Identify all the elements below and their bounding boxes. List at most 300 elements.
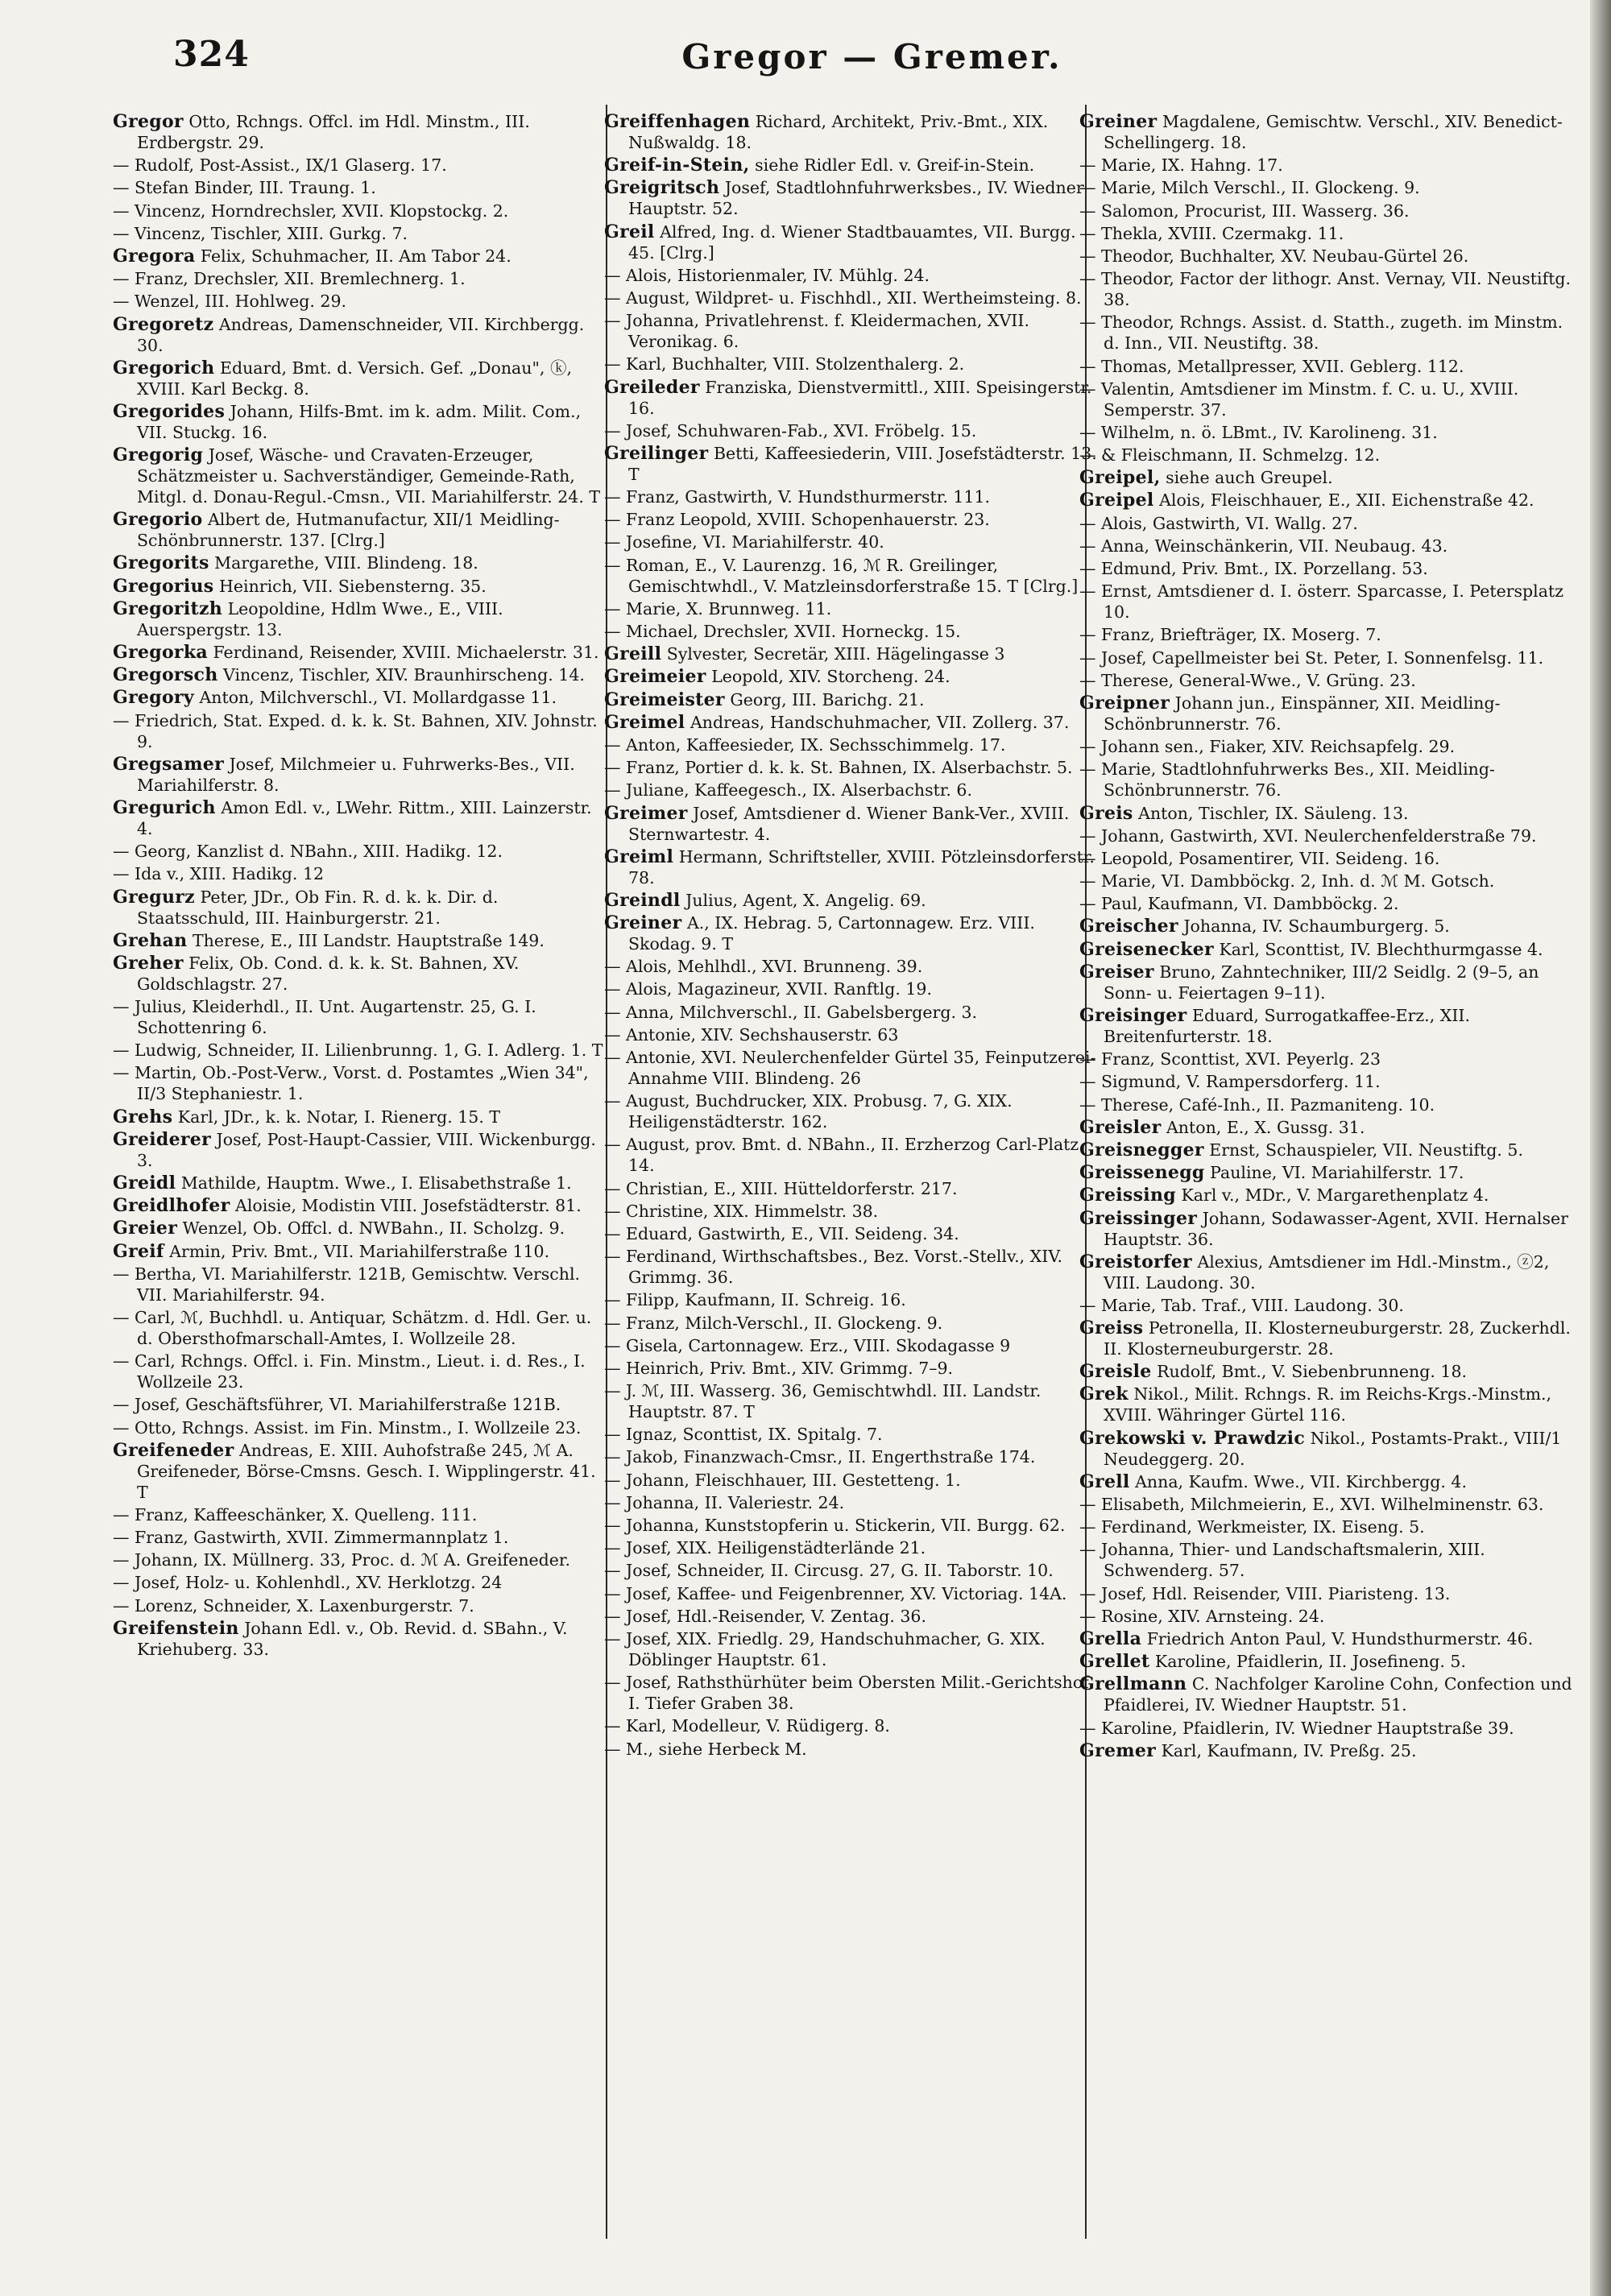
- directory-entry: [1079, 1049, 1575, 1069]
- directory-entry: [1079, 670, 1575, 691]
- entry-text: — Karl, Modelleur, V. Rüdigerg. 8.: [604, 1716, 890, 1736]
- directory-entry: [113, 358, 609, 399]
- entry-text: siehe Ridler Edl. v. Greif-in-Stein.: [755, 155, 1035, 176]
- directory-entry: [113, 1351, 609, 1392]
- directory-entry: [604, 1002, 1097, 1023]
- directory-entry: [1079, 379, 1575, 420]
- entry-text: — Franz, Briefträger, IX. Moserg. 7.: [1079, 625, 1381, 645]
- entry-text: Magdalene, Gemischtw. Verschl., XIV. Benedict-Schellingerg. 18.: [1104, 112, 1563, 152]
- entry-text: — Marie, VI. Dambböckg. 2, Inh. d. ℳ M. Gotsch.: [1079, 871, 1495, 892]
- entry-text: C. Nachfolger Karoline Cohn, Confection und Pfaidlerei, IV. Wiedner Hauptstr. 51.: [1104, 1674, 1572, 1715]
- entry-text: — Rosine, XIV. Arnsteing. 24.: [1079, 1606, 1325, 1626]
- directory-entry: [604, 1424, 1097, 1445]
- entry-text: Pauline, VI. Mariahilferstr. 17.: [1210, 1163, 1464, 1183]
- directory-entry: [604, 1470, 1097, 1491]
- entry-surname: Gregurz: [113, 886, 195, 908]
- directory-entry: [1079, 647, 1575, 668]
- directory-entry: [1079, 736, 1575, 757]
- entry-text: — Stefan Binder, III. Traung. 1.: [113, 178, 376, 198]
- directory-entry: [113, 1195, 609, 1216]
- entry-surname: Gregsamer: [113, 753, 224, 775]
- entry-surname: Gregorsch: [113, 664, 218, 686]
- entry-text: — Ernst, Amtsdiener d. I. österr. Sparcasse, I. Petersplatz 10.: [1079, 581, 1563, 623]
- directory-entry: [604, 1358, 1097, 1379]
- entry-text: — Thekla, XVIII. Czermakg. 11.: [1079, 223, 1344, 243]
- directory-entry: [113, 1173, 609, 1194]
- entry-text: — August, prov. Bmt. d. NBahn., II. Erzherzog Carl-Platz 14.: [604, 1135, 1079, 1176]
- directory-entry: [604, 1024, 1097, 1045]
- directory-entry: [604, 265, 1097, 286]
- entry-surname: Greiner: [604, 912, 682, 934]
- directory-entry: [1079, 268, 1575, 310]
- entry-text: — Johann, IX. Müllnerg. 33, Proc. d. ℳ A. Greifeneder.: [113, 1550, 570, 1570]
- entry-text: Alois, Fleischhauer, E., XII. Eichenstraße 42.: [1159, 490, 1534, 511]
- directory-entry: [604, 1560, 1097, 1581]
- directory-entry: [1079, 916, 1575, 937]
- directory-entry: [1079, 155, 1575, 176]
- entry-text: Karl v., MDr., V. Margarethenplatz 4.: [1181, 1185, 1489, 1206]
- entry-text: Anton, E., X. Gussg. 31.: [1166, 1117, 1365, 1137]
- directory-entry: [113, 1618, 609, 1660]
- entry-surname: Greisenecker: [1079, 938, 1214, 960]
- directory-entry: [604, 288, 1097, 308]
- entry-text: — Johanna, Privatlehrenst. f. Kleidermachen, XVII. Veronikag. 6.: [604, 311, 1029, 352]
- entry-text: — Franz Leopold, XVIII. Schopenhauerstr. 23.: [604, 510, 990, 530]
- directory-entry: [1079, 1094, 1575, 1115]
- directory-entry: [604, 1515, 1097, 1536]
- entry-text: A., IX. Hebrag. 5, Cartonnagew. Erz. VIII. Skodag. 9. T: [628, 913, 1035, 954]
- directory-entry: [1079, 1718, 1575, 1739]
- directory-entry: [113, 1241, 609, 1262]
- entry-text: — Marie, Stadtlohnfuhrwerks Bes., XII. Meidling-Schönbrunnerstr. 76.: [1079, 759, 1495, 800]
- entry-text: — Roman, E., V. Laurenzg. 16, ℳ R. Greilinger, Gemischtwhdl., V. Matzleinsdorferstraße 15. T [Clrg.]: [604, 555, 1079, 596]
- entry-text: Johanna, IV. Schaumburgerg. 5.: [1183, 916, 1450, 937]
- directory-entry: [113, 1307, 609, 1349]
- directory-entry: [113, 246, 609, 267]
- directory-entry: [604, 532, 1097, 552]
- entry-surname: Greifeneder: [113, 1439, 234, 1461]
- directory-entry: [1079, 246, 1575, 267]
- entry-text: Josef, Post-Haupt-Cassier, VIII. Wickenburgg. 3.: [137, 1129, 596, 1170]
- entry-text: — Theodor, Buchhalter, XV. Neubau-Gürtel 26.: [1079, 246, 1469, 266]
- directory-entry: [1079, 445, 1575, 465]
- entry-text: — Ferdinand, Werkmeister, IX. Eiseng. 5.: [1079, 1517, 1425, 1537]
- entry-text: — Bertha, VI. Mariahilferstr. 121B, Gemischtw. Verschl. VII. Mariahilferstr. 94.: [113, 1264, 581, 1305]
- directory-entry: [113, 552, 609, 573]
- entry-text: — Eduard, Gastwirth, E., VII. Seideng. 34.: [604, 1223, 959, 1243]
- entry-surname: Greil: [604, 221, 655, 242]
- directory-entry: [1079, 1651, 1575, 1672]
- directory-entry: [604, 1246, 1097, 1288]
- entry-surname: Greidl: [113, 1173, 176, 1194]
- entry-text: Andreas, Damenschneider, VII. Kirchbergg. 30.: [137, 314, 585, 355]
- directory-entry: [1079, 1361, 1575, 1382]
- entry-surname: Grell: [1079, 1471, 1130, 1492]
- entry-text: Margarethe, VIII. Blindeng. 18.: [214, 553, 478, 573]
- entry-text: Johann jun., Einspänner, XII. Meidling-Schönbrunnerstr. 76.: [1104, 693, 1501, 734]
- entry-text: — Josef, Schneider, II. Circusg. 27, G. II. Taborstr. 10.: [604, 1561, 1054, 1581]
- entry-text: — Michael, Drechsler, XVII. Horneckg. 15.: [604, 622, 961, 641]
- entry-text: — Johanna, Kunststopferin u. Stickerin, VII. Burgg. 62.: [604, 1516, 1066, 1535]
- entry-text: — Josef, XIX. Friedlg. 29, Handschuhmacher, G. XIX. Döblinger Hauptstr. 61.: [604, 1628, 1046, 1669]
- entry-text: Nikol., Postamts-Prakt., VIII/1 Neudeggerg. 20.: [1104, 1428, 1562, 1469]
- entry-surname: Gregorio: [113, 509, 203, 531]
- entry-text: — Martin, Ob.-Post-Verw., Vorst. d. Postamtes „Wien 34", II/3 Stephaniestr. 1.: [113, 1063, 589, 1104]
- entry-surname: Gregorich: [113, 357, 215, 379]
- directory-entry: [604, 712, 1097, 733]
- directory-entry: [1079, 1384, 1575, 1425]
- directory-entry: [1079, 201, 1575, 221]
- entry-text: Petronella, II. Klosterneuburgerstr. 28, Zuckerhdl. II. Klosterneuburgerstr. 28.: [1104, 1318, 1571, 1359]
- entry-surname: Gregoretz: [113, 313, 214, 335]
- entry-text: — Josef, Hdl.-Reisender, V. Zentag. 36.: [604, 1606, 926, 1626]
- entry-text: Amon Edl. v., LWehr. Rittm., XIII. Lainzerstr. 4.: [137, 797, 592, 838]
- entry-text: — Anna, Weinschänkerin, VII. Neubaug. 43.: [1079, 536, 1448, 556]
- directory-entry: [113, 863, 609, 884]
- directory-entry: [1079, 312, 1575, 354]
- entry-text: — August, Buchdrucker, XIX. Probusg. 7, G. XIX. Heiligenstädterstr. 162.: [604, 1091, 1013, 1132]
- entry-text: — Franz, Kaffeeschänker, X. Quelleng. 111.: [113, 1504, 478, 1524]
- directory-entry: [113, 291, 609, 312]
- directory-entry: [1079, 1140, 1575, 1160]
- entry-surname: Greisnegger: [1079, 1139, 1204, 1160]
- directory-entry: [604, 354, 1097, 374]
- entry-text: — Salomon, Procurist, III. Wasserg. 36.: [1079, 201, 1410, 221]
- directory-entry: [604, 689, 1097, 710]
- entry-surname: Greischer: [1079, 916, 1178, 937]
- directory-entry: [604, 1739, 1097, 1760]
- directory-entry: [113, 754, 609, 796]
- entry-surname: Greif-in-Stein,: [604, 155, 750, 176]
- entry-text: — Rudolf, Post-Assist., IX/1 Glaserg. 17.: [113, 155, 447, 176]
- directory-entry: [604, 1289, 1097, 1310]
- entry-surname: Gregora: [113, 245, 196, 267]
- directory-entry: [1079, 1208, 1575, 1250]
- directory-entry: [113, 1417, 609, 1438]
- directory-entry: [1079, 490, 1575, 511]
- entry-text: — Alois, Gastwirth, VI. Wallg. 27.: [1079, 513, 1358, 533]
- directory-entry: [1079, 1673, 1575, 1715]
- entry-text: — Franz, Drechsler, XII. Bremlechnerg. 1.: [113, 269, 466, 289]
- entry-text: Andreas, E. XIII. Auhofstraße 245, ℳ A. Greifeneder, Börse-Cmsns. Gesch. I. Wipplingerstr. 41. T: [137, 1440, 596, 1502]
- directory-entry: [113, 1040, 609, 1061]
- entry-surname: Greill: [604, 643, 662, 665]
- directory-entry: [1079, 467, 1575, 488]
- directory-entry: [113, 111, 609, 153]
- entry-text: Armin, Priv. Bmt., VII. Mariahilferstraße 110.: [169, 1241, 550, 1261]
- directory-entry: [113, 1062, 609, 1104]
- entry-text: — Jakob, Finanzwach-Cmsr., II. Engerthstraße 174.: [604, 1447, 1036, 1467]
- directory-entry: [604, 1178, 1097, 1199]
- entry-surname: Greimeier: [604, 666, 706, 688]
- entry-surname: Greistorfer: [1079, 1251, 1192, 1272]
- directory-entry: [1079, 1295, 1575, 1316]
- directory-entry: [113, 1394, 609, 1415]
- entry-text: — Therese, Café-Inh., II. Pazmaniteng. 10.: [1079, 1094, 1435, 1115]
- entry-text: — Vincenz, Tischler, XIII. Gurkg. 7.: [113, 223, 408, 243]
- directory-entry: [604, 443, 1097, 485]
- entry-text: Nikol., Milit. Rchngs. R. im Reichs-Krgs.-Minstm., XVIII. Währinger Gürtel 116.: [1104, 1384, 1552, 1425]
- directory-entry: [113, 1440, 609, 1503]
- directory-entry: [1079, 422, 1575, 443]
- entry-text: Heinrich, VII. Siebensterng. 35.: [219, 576, 487, 596]
- directory-entry: [113, 797, 609, 839]
- entry-surname: Greiser: [1079, 961, 1154, 983]
- entry-text: — August, Wildpret- u. Fischhdl., XII. Wertheimsteing. 8.: [604, 288, 1082, 308]
- entry-text: — Theodor, Factor der lithogr. Anst. Vernay, VII. Neustiftg. 38.: [1079, 269, 1572, 310]
- directory-entry: [604, 734, 1097, 755]
- page-header: [173, 34, 1571, 90]
- entry-text: — Vincenz, Horndrechsler, XVII. Klopstockg. 2.: [113, 201, 509, 221]
- directory-entry: [113, 401, 609, 443]
- entry-text: — Antonie, XVI. Neulerchenfelder Gürtel 35, Feinputzerei-Annahme VIII. Blindeng. 26: [604, 1048, 1096, 1088]
- entry-text: — M., siehe Herbeck M.: [604, 1739, 807, 1759]
- entry-text: — Josef, XIX. Heiligenstädterlände 21.: [604, 1538, 926, 1558]
- entry-text: — Juliane, Kaffeegesch., IX. Alserbachstr. 6.: [604, 780, 972, 800]
- directory-entry: [1079, 1740, 1575, 1761]
- directory-entry: [604, 846, 1097, 888]
- directory-entry: [604, 1313, 1097, 1334]
- directory-entry: [604, 310, 1097, 352]
- entry-text: — Leopold, Posamentirer, VII. Seideng. 16.: [1079, 848, 1440, 868]
- directory-entry: [113, 1572, 609, 1593]
- entry-text: — Paul, Kaufmann, VI. Dambböckg. 2.: [1079, 894, 1399, 914]
- entry-text: Eduard, Bmt. d. Versich. Gef. „Donau", ⓚ, XVIII. Karl Beckg. 8.: [137, 358, 572, 399]
- entry-text: Wenzel, Ob. Offcl. d. NWBahn., II. Scholzg. 9.: [182, 1218, 565, 1239]
- entry-text: — J. ℳ, III. Wasserg. 36, Gemischtwhdl. III. Landstr. Hauptstr. 87. T: [604, 1381, 1042, 1422]
- directory-entry: [604, 1090, 1097, 1132]
- directory-entry: [113, 996, 609, 1038]
- entry-text: — Elisabeth, Milchmeierin, E., XVI. Wilhelminenstr. 63.: [1079, 1495, 1544, 1514]
- entry-text: Julius, Agent, X. Angelig. 69.: [685, 890, 926, 910]
- entry-text: — Johann, Fleischhauer, III. Gestetteng. 1.: [604, 1470, 961, 1490]
- entry-text: Bruno, Zahntechniker, III/2 Seidlg. 2 (9–5, an Sonn- u. Feiertagen 9–11).: [1104, 962, 1539, 1003]
- column-3: [1079, 111, 1575, 2237]
- directory-entry: [604, 956, 1097, 977]
- directory-entry: [113, 930, 609, 951]
- entry-surname: Grehan: [113, 929, 188, 951]
- directory-entry: [1079, 939, 1575, 960]
- entry-text: — Antonie, XIV. Sechshauserstr. 63: [604, 1024, 899, 1045]
- entry-text: — Josef, Geschäftsführer, VI. Mariahilferstraße 121B.: [113, 1395, 561, 1415]
- directory-entry: [1079, 1539, 1575, 1581]
- entry-text: — Marie, Tab. Traf., VIII. Laudong. 30.: [1079, 1295, 1404, 1315]
- entry-text: — Gisela, Cartonnagew. Erz., VIII. Skodagasse 9: [604, 1335, 1011, 1355]
- directory-entry: [604, 780, 1097, 800]
- entry-surname: Gregor: [113, 111, 184, 132]
- directory-entry: [604, 621, 1097, 642]
- directory-entry: [113, 155, 609, 176]
- entry-text: Karl, Sconttist, IV. Blechthurmgasse 4.: [1219, 939, 1543, 959]
- page-edge-shadow: [1590, 0, 1611, 2296]
- entry-text: — Josef, Holz- u. Kohlenhdl., XV. Herklotzg. 24: [113, 1573, 503, 1593]
- directory-entry: [604, 1628, 1097, 1670]
- entry-surname: Greiner: [1079, 111, 1158, 132]
- entry-text: — Christian, E., XIII. Hütteldorferstr. 217.: [604, 1178, 958, 1198]
- directory-entry: [113, 1107, 609, 1127]
- entry-text: Karoline, Pfaidlerin, II. Josefineng. 5.: [1154, 1652, 1466, 1672]
- directory-entry: [1079, 536, 1575, 556]
- entry-surname: Greipel: [1079, 490, 1154, 511]
- directory-entry: [113, 1129, 609, 1171]
- directory-entry: [113, 887, 609, 929]
- entry-text: — Josef, Rathsthürhüter beim Obersten Milit.-Gerichtshof, I. Tiefer Graben 38.: [604, 1673, 1094, 1714]
- entry-text: — Friedrich, Stat. Exped. d. k. k. St. Bahnen, XIV. Johnstr. 9.: [113, 710, 598, 751]
- entry-text: Johann, Sodawasser-Agent, XVII. Hernalser Hauptstr. 36.: [1104, 1208, 1568, 1249]
- directory-entry: [1079, 223, 1575, 244]
- entry-text: — Ignaz, Sconttist, IX. Spitalg. 7.: [604, 1425, 883, 1445]
- entry-surname: Greher: [113, 952, 184, 974]
- entry-surname: Greiml: [604, 846, 674, 867]
- entry-surname: Grek: [1079, 1384, 1129, 1405]
- entry-text: — Josefine, VI. Mariahilferstr. 40.: [604, 532, 884, 552]
- directory-entry: [113, 1549, 609, 1570]
- directory-entry: [1079, 1005, 1575, 1047]
- entry-surname: Greigritsch: [604, 177, 720, 199]
- column-2: [604, 111, 1097, 2237]
- entry-surname: Gregorius: [113, 575, 214, 597]
- directory-entry: [1079, 1162, 1575, 1183]
- directory-entry: [1079, 1583, 1575, 1604]
- entry-surname: Greimeister: [604, 689, 725, 710]
- directory-entry: [113, 576, 609, 597]
- directory-entry: [113, 314, 609, 356]
- entry-surname: Greiffenhagen: [604, 111, 751, 132]
- entry-text: Anton, Tischler, IX. Säuleng. 13.: [1138, 803, 1409, 823]
- directory-entry: [1079, 1516, 1575, 1537]
- directory-entry: [604, 1537, 1097, 1558]
- entry-text: Hermann, Schriftsteller, XVIII. Pötzleinsdorferstr. 78.: [628, 846, 1095, 887]
- directory-entry: [604, 1380, 1097, 1422]
- directory-entry: [1079, 111, 1575, 153]
- entry-surname: Greidlhofer: [113, 1195, 230, 1217]
- entry-text: — Franz, Milch-Verschl., II. Glockeng. 9.: [604, 1313, 943, 1333]
- directory-entry: [1079, 581, 1575, 623]
- entry-surname: Gregorka: [113, 642, 208, 663]
- directory-entry: [1079, 962, 1575, 1003]
- directory-entry: [1079, 693, 1575, 734]
- directory-entry: [113, 201, 609, 221]
- entry-surname: Greis: [1079, 802, 1133, 824]
- entry-text: siehe auch Greupel.: [1166, 468, 1333, 488]
- directory-entry: [113, 687, 609, 708]
- directory-entry: [113, 1527, 609, 1548]
- entry-text: — Heinrich, Priv. Bmt., XIV. Grimmg. 7–9.: [604, 1358, 954, 1378]
- entry-surname: Greipel,: [1079, 467, 1161, 489]
- entry-text: — Anna, Milchverschl., II. Gabelsbergerg. 3.: [604, 1002, 978, 1022]
- entry-surname: Gregory: [113, 687, 194, 709]
- entry-text: Johann, Hilfs-Bmt. im k. adm. Milit. Com., VII. Stuckg. 16.: [137, 401, 582, 442]
- entry-text: — Thomas, Metallpresser, XVII. Geblerg. 112.: [1079, 356, 1464, 376]
- entry-text: Karl, JDr., k. k. Notar, I. Rienerg. 15. T: [177, 1107, 501, 1127]
- entry-text: Leopoldine, Hdlm Wwe., E., VIII. Auerspergstr. 13.: [137, 598, 503, 639]
- entry-text: — Sigmund, V. Rampersdorferg. 11.: [1079, 1072, 1381, 1092]
- entry-text: — Karl, Buchhalter, VIII. Stolzenthalerg. 2.: [604, 354, 965, 374]
- directory-entry: [1079, 558, 1575, 579]
- directory-entry: [113, 953, 609, 995]
- directory-entry: [1079, 1428, 1575, 1470]
- entry-text: — Julius, Kleiderhdl., II. Unt. Augartenstr. 25, G. I. Schottenring 6.: [113, 997, 536, 1038]
- entry-text: Otto, Rchngs. Offcl. im Hdl. Minstm., III. Erdbergstr. 29.: [137, 112, 530, 152]
- directory-entry: [604, 666, 1097, 687]
- entry-text: Therese, E., III Landstr. Hauptstraße 149.: [192, 930, 545, 950]
- directory-entry: [113, 1504, 609, 1525]
- entry-surname: Gregoritzh: [113, 598, 223, 619]
- directory-entry: [1079, 871, 1575, 892]
- entry-text: Alfred, Ing. d. Wiener Stadtbauamtes, VII. Burgg. 45. [Clrg.]: [628, 221, 1076, 263]
- entry-text: — Theodor, Rchngs. Assist. d. Statth., zugeth. im Minstm. d. Inn., VII. Neustiftg. 38.: [1079, 312, 1563, 354]
- directory-entry: [1079, 1628, 1575, 1649]
- entry-text: Vincenz, Tischler, XIV. Braunhirscheng. 14.: [223, 665, 585, 685]
- entry-text: — Ferdinand, Wirthschaftsbes., Bez. Vorst.-Stellv., XIV. Grimmg. 36.: [604, 1247, 1063, 1288]
- entry-text: — Valentin, Amtsdiener im Minstm. f. C. u. U., XVIII. Semperstr. 37.: [1079, 379, 1519, 420]
- entry-text: — Alois, Historienmaler, IV. Mühlg. 24.: [604, 265, 930, 285]
- entry-text: — Carl, ℳ, Buchhdl. u. Antiquar, Schätzm. d. Hdl. Ger. u. d. Obersthofmarschall-Amtes, I. Wollzeile 28.: [113, 1307, 592, 1348]
- entry-text: — Alois, Mehlhdl., XVI. Brunneng. 39.: [604, 957, 923, 977]
- directory-entry: [1079, 1494, 1575, 1515]
- entry-text: — Marie, X. Brunnweg. 11.: [604, 598, 832, 618]
- entry-text: — Josef, Kaffee- und Feigenbrenner, XV. Victoriag. 14A.: [604, 1583, 1067, 1603]
- entry-surname: Grella: [1079, 1628, 1142, 1649]
- directory-entry: [604, 420, 1097, 441]
- entry-text: Rudolf, Bmt., V. Siebenbrunneng. 18.: [1157, 1362, 1468, 1382]
- directory-entry: [113, 509, 609, 551]
- entry-surname: Greisinger: [1079, 1005, 1187, 1026]
- directory-entry: [604, 486, 1097, 507]
- entry-text: Betti, Kaffeesiederin, VIII. Josefstädterstr. 13. T: [628, 443, 1097, 484]
- directory-entry: [113, 841, 609, 862]
- entry-text: Ernst, Schauspieler, VII. Neustiftg. 5.: [1209, 1140, 1523, 1160]
- column-1: [113, 111, 609, 2237]
- directory-entry: [1079, 356, 1575, 377]
- entry-text: — Franz, Gastwirth, V. Hundsthurmerstr. 111.: [604, 487, 991, 507]
- directory-entry: [604, 177, 1097, 219]
- entry-text: Josef, Stadtlohnfuhrwerksbes., IV. Wiedner Hauptstr. 52.: [628, 178, 1084, 219]
- directory-entry: [113, 268, 609, 289]
- entry-text: — Johanna, II. Valeriestr. 24.: [604, 1492, 845, 1512]
- entry-surname: Greif: [113, 1240, 164, 1262]
- entry-text: Anna, Kaufm. Wwe., VII. Kirchbergg. 4.: [1135, 1471, 1467, 1491]
- entry-surname: Gremer: [1079, 1740, 1157, 1761]
- entry-surname: Greisle: [1079, 1361, 1152, 1383]
- entry-text: Johann Edl. v., Ob. Revid. d. SBahn., V. Kriehuberg. 33.: [137, 1618, 568, 1659]
- entry-text: — Georg, Kanzlist d. NBahn., XIII. Hadikg. 12.: [113, 842, 503, 862]
- directory-entry: [1079, 1318, 1575, 1359]
- directory-entry: [113, 223, 609, 244]
- entry-surname: Grehs: [113, 1106, 173, 1127]
- entry-surname: Greisler: [1079, 1116, 1162, 1138]
- directory-entry: [1079, 893, 1575, 914]
- running-title: Gregor — Gremer.: [681, 37, 1062, 77]
- directory-entry: [113, 664, 609, 685]
- entry-text: Friedrich Anton Paul, V. Hundsthurmerstr. 46.: [1146, 1628, 1534, 1649]
- directory-entry: [1079, 759, 1575, 800]
- directory-entry: [604, 978, 1097, 999]
- directory-entry: [1079, 1606, 1575, 1627]
- entry-text: Alexius, Amtsdiener im Hdl.-Minstm., ⓩ2, VIII. Laudong. 30.: [1104, 1251, 1550, 1293]
- directory-entry: [604, 598, 1097, 619]
- entry-text: Josef, Milchmeier u. Fuhrwerks-Bes., VII. Mariahilferstr. 8.: [137, 754, 575, 795]
- entry-text: Andreas, Handschuhmacher, VII. Zollerg. 37.: [690, 712, 1070, 732]
- directory-entry: [1079, 1117, 1575, 1138]
- entry-surname: Greimer: [604, 802, 688, 824]
- entry-text: — Marie, Milch Verschl., II. Glockeng. 9.: [1079, 178, 1420, 198]
- directory-entry: [604, 1492, 1097, 1513]
- entry-text: Felix, Schuhmacher, II. Am Tabor 24.: [200, 246, 511, 266]
- entry-text: — Ludwig, Schneider, II. Lilienbrunng. 1, G. I. Adlerg. 1. T: [113, 1040, 603, 1061]
- directory-entry: [604, 1201, 1097, 1222]
- directory-entry: [604, 1583, 1097, 1604]
